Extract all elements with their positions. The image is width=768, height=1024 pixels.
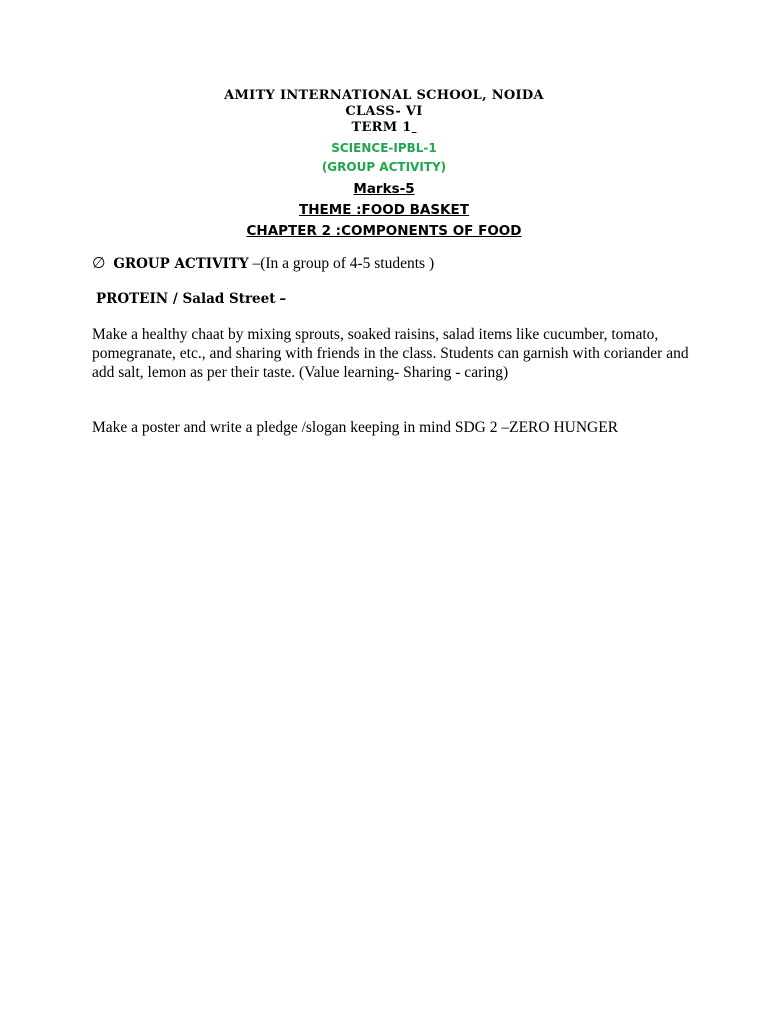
class-label: CLASS- VI — [345, 104, 423, 119]
group-activity-label: GROUP ACTIVITY — [113, 256, 249, 272]
group-activity-detail: (In a group of 4-5 students ) — [260, 255, 435, 272]
poster-paragraph: Make a poster and write a pledge /slogan keeping in mind SDG 2 –ZERO HUNGER — [92, 419, 619, 436]
marks-label: Marks-5 — [353, 181, 415, 197]
activity-paragraph: Make a healthy chaat by mixing sprouts, soaked raisins, salad items like cucumber, tomato, pomegranate, etc., and sharing with friends in the class. Students can garnish with coriander and add salt, lemon as per their taste. (Value learning- Sharing - caring) — [92, 326, 689, 381]
school-name: AMITY INTERNATIONAL SCHOOL, NOIDA — [224, 88, 544, 103]
topic-dash: – — [279, 291, 287, 307]
empty-set-bullet-icon: ∅ — [92, 255, 106, 272]
document-header — [0, 88, 768, 242]
activity-type-label: (GROUP ACTIVITY) — [321, 160, 447, 174]
topic-line — [96, 289, 696, 309]
term-label: TERM 1 — [351, 120, 412, 135]
group-activity-dash: – — [252, 255, 261, 272]
theme-label: THEME :FOOD BASKET — [299, 202, 469, 218]
topic-label: PROTEIN / Salad Street — [96, 291, 276, 307]
group-activity-line — [92, 254, 692, 274]
subject-label: SCIENCE-IPBL-1 — [331, 141, 437, 155]
chapter-label: CHAPTER 2 :COMPONENTS OF FOOD — [246, 223, 522, 239]
